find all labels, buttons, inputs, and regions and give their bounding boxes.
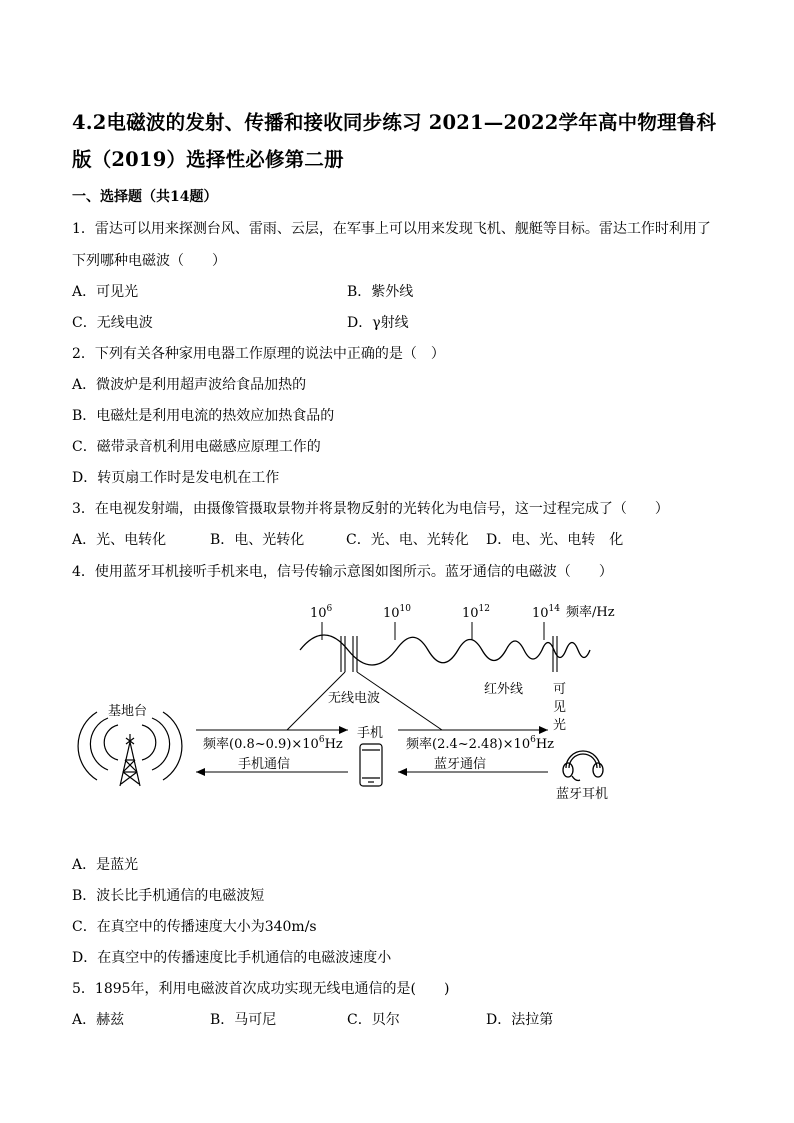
phone-comm-label: 手机通信 <box>238 757 291 772</box>
q5-option-b: B．马可尼 <box>210 1012 277 1028</box>
q1-option-a: A．可见光 <box>72 284 139 300</box>
tick-label-3: $10^{12}$ <box>462 604 490 621</box>
base-station-label: 基地台 <box>108 704 148 719</box>
headset-icon <box>563 751 603 781</box>
q4-option-a: A．是蓝光 <box>72 857 139 873</box>
tick-label-1: $10^6$ <box>310 604 333 621</box>
section-heading: 一、选择题（共14题） <box>72 189 218 205</box>
visible-light-label-1: 可 <box>553 682 567 697</box>
infrared-label: 红外线 <box>484 682 524 697</box>
q3-option-d: D．电、光、电转 化 <box>486 532 624 548</box>
q2-option-c: C．磁带录音机利用电磁感应原理工作的 <box>72 439 321 455</box>
document-title: 4.2电磁波的发射、传播和接收同步练习 2021—2022学年高中物理鲁科版（2019）选择性必修第二册 <box>72 111 717 171</box>
q4-option-b: B．波长比手机通信的电磁波短 <box>72 888 265 904</box>
q2-option-a: A．微波炉是利用超声波给食品加热的 <box>72 377 307 393</box>
q2-stem: 2．下列有关各种家用电器工作原理的说法中正确的是（ ） <box>72 346 445 362</box>
frequency-axis-label: 频率/Hz <box>566 605 615 620</box>
visible-light-label-2: 见 <box>553 700 567 715</box>
q1-option-b: B．紫外线 <box>347 284 414 300</box>
tower-icon <box>120 734 140 786</box>
bluetooth-frequency-label: 频率$(2.4\sim 2.48)\times 10^6Hz$ <box>406 735 555 752</box>
q4-option-c: C．在真空中的传播速度大小为340m/s <box>72 919 317 935</box>
q5-stem: 5．1895年，利用电磁波首次成功实现无线电通信的是( ) <box>72 981 450 997</box>
radio-wave-label: 无线电波 <box>328 691 381 706</box>
radio-band-marks <box>341 636 357 672</box>
phone-icon <box>360 744 382 786</box>
q2-option-b: B．电磁灶是利用电流的热效应加热食品的 <box>72 408 335 424</box>
signal-transmission-diagram <box>0 590 794 810</box>
phone-label: 手机 <box>357 726 384 741</box>
q4-stem: 4．使用蓝牙耳机接听手机来电，信号传输示意图如图所示。蓝牙通信的电磁波（ ） <box>72 564 613 580</box>
q1-option-c: C．无线电波 <box>72 315 153 331</box>
q1-option-d: D．γ射线 <box>347 315 409 331</box>
bluetooth-comm-label: 蓝牙通信 <box>434 757 487 772</box>
tick-label-4: $10^{14}$ <box>532 604 560 621</box>
spectrum-wave <box>300 635 590 665</box>
phone-frequency-label: 频率$(0.8\sim 0.9)\times 10^6Hz$ <box>203 735 343 752</box>
q5-option-d: D．法拉第 <box>486 1012 554 1028</box>
q3-option-b: B．电、光转化 <box>210 532 305 548</box>
q5-option-c: C．贝尔 <box>347 1012 400 1028</box>
q1-stem-line2: 下列哪种电磁波（ ） <box>72 253 226 269</box>
q3-stem: 3．在电视发射端，由摄像管摄取景物并将景物反射的光转化为电信号，这一过程完成了（ ） <box>72 501 669 517</box>
q4-option-d: D．在真空中的传播速度比手机通信的电磁波速度小 <box>72 950 392 966</box>
tick-label-2: $10^{10}$ <box>383 604 411 621</box>
headset-label: 蓝牙耳机 <box>556 787 609 802</box>
q3-option-c: C．光、电、光转化 <box>346 532 469 548</box>
signal-waves-icon <box>78 712 182 780</box>
q5-option-a: A．赫兹 <box>72 1012 125 1028</box>
q2-option-d: D．转页扇工作时是发电机在工作 <box>72 470 280 486</box>
visible-light-label-3: 光 <box>553 718 567 733</box>
q3-option-a: A．光、电转化 <box>72 532 167 548</box>
q1-stem-line1: 1．雷达可以用来探测台风、雷雨、云层，在军事上可以用来发现飞机、舰艇等目标。雷达工作时利用了 <box>72 221 711 237</box>
